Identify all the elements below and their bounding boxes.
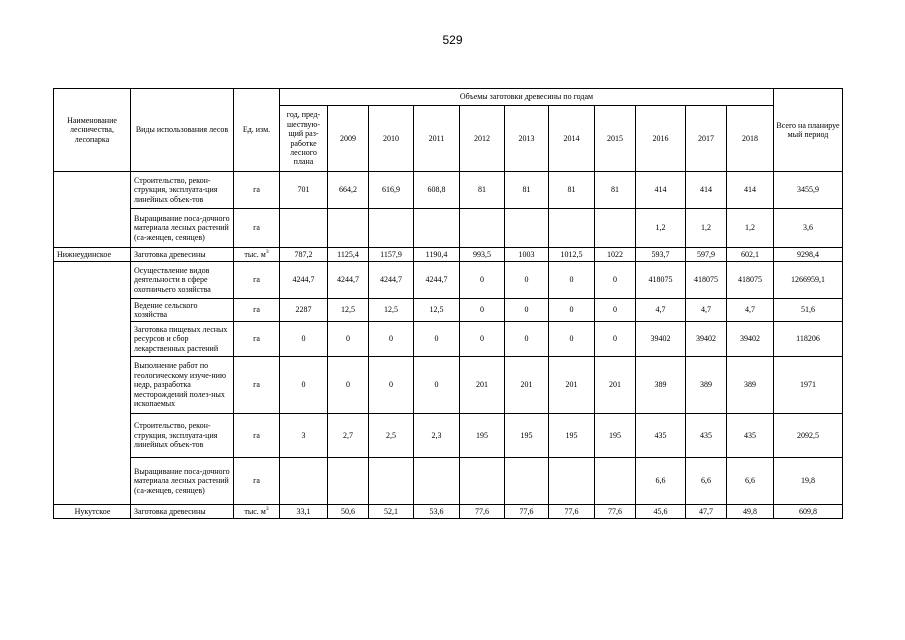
value-cell: 0	[549, 322, 595, 357]
value-cell: 787,2	[280, 248, 328, 262]
value-cell: 4244,7	[328, 262, 369, 299]
value-cell: 77,6	[505, 505, 549, 519]
value-cell: 201	[460, 357, 505, 414]
value-cell: 597,9	[686, 248, 727, 262]
value-cell: 0	[505, 262, 549, 299]
value-cell	[369, 458, 414, 505]
unit-cell	[234, 262, 280, 299]
forestry-cell	[54, 357, 131, 414]
table-row	[54, 248, 843, 262]
header-year: 2009	[328, 106, 369, 172]
value-cell: 1971	[774, 357, 843, 414]
value-cell: 0	[369, 357, 414, 414]
value-cell: 19,8	[774, 458, 843, 505]
value-cell: 3	[280, 414, 328, 458]
forestry-cell	[54, 414, 131, 458]
header-year: 2014	[549, 106, 595, 172]
value-cell: 616,9	[369, 172, 414, 209]
unit-text: тыс. м	[244, 249, 266, 259]
value-cell: 2,3	[414, 414, 460, 458]
value-cell: 0	[460, 262, 505, 299]
unit-text: га	[253, 380, 260, 390]
value-cell: 51,6	[774, 299, 843, 322]
value-cell: 993,5	[460, 248, 505, 262]
value-cell: 435	[727, 414, 774, 458]
value-cell: 77,6	[549, 505, 595, 519]
value-cell: 77,6	[595, 505, 636, 519]
value-cell: 0	[595, 322, 636, 357]
header-volumes-title: Объемы заготовки древесины по годам	[280, 89, 774, 106]
unit-text: га	[253, 275, 260, 285]
activity-cell: Заготовка древесины	[131, 505, 234, 519]
value-cell: 0	[505, 299, 549, 322]
value-cell: 47,7	[686, 505, 727, 519]
forestry-cell	[54, 322, 131, 357]
value-cell: 201	[595, 357, 636, 414]
value-cell: 389	[686, 357, 727, 414]
value-cell	[505, 458, 549, 505]
unit-cell	[234, 172, 280, 209]
value-cell: 4244,7	[414, 262, 460, 299]
value-cell: 6,6	[686, 458, 727, 505]
header-year: 2015	[595, 106, 636, 172]
value-cell: 45,6	[636, 505, 686, 519]
timber-harvest-table	[53, 88, 843, 519]
value-cell: 12,5	[414, 299, 460, 322]
value-cell: 39402	[686, 322, 727, 357]
value-cell: 201	[505, 357, 549, 414]
header-year: 2011	[414, 106, 460, 172]
value-cell: 414	[727, 172, 774, 209]
value-cell: 77,6	[460, 505, 505, 519]
value-cell: 4244,7	[369, 262, 414, 299]
activity-cell: Осуществление видов деятельности в сфере охотничьего хозяйства	[131, 262, 234, 299]
table-row	[54, 458, 843, 505]
value-cell: 0	[549, 262, 595, 299]
value-cell: 0	[414, 357, 460, 414]
value-cell: 389	[727, 357, 774, 414]
header-unit: Ед. изм.	[234, 89, 280, 172]
header-total: Всего на планируе мый период	[774, 89, 843, 172]
header-activity: Виды использования лесов	[131, 89, 234, 172]
unit-cell	[234, 505, 280, 519]
value-cell: 201	[549, 357, 595, 414]
value-cell: 701	[280, 172, 328, 209]
table-row	[54, 505, 843, 519]
table-row	[54, 262, 843, 299]
header-row-1	[54, 89, 843, 106]
value-cell: 2287	[280, 299, 328, 322]
forestry-cell	[54, 299, 131, 322]
table-row	[54, 172, 843, 209]
value-cell: 608,8	[414, 172, 460, 209]
header-year: 2010	[369, 106, 414, 172]
table-body	[54, 172, 843, 519]
value-cell: 1012,5	[549, 248, 595, 262]
value-cell: 1,2	[686, 209, 727, 248]
value-cell: 81	[460, 172, 505, 209]
value-cell: 39402	[636, 322, 686, 357]
value-cell: 6,6	[636, 458, 686, 505]
value-cell: 0	[328, 322, 369, 357]
activity-cell: Заготовка пищевых лесных ресурсов и сбор лекарственных растений	[131, 322, 234, 357]
value-cell: 0	[505, 322, 549, 357]
header-year: 2018	[727, 106, 774, 172]
value-cell: 0	[460, 299, 505, 322]
unit-cell	[234, 414, 280, 458]
value-cell: 50,6	[328, 505, 369, 519]
value-cell: 81	[549, 172, 595, 209]
value-cell: 0	[280, 357, 328, 414]
value-cell: 39402	[727, 322, 774, 357]
value-cell	[595, 209, 636, 248]
value-cell: 6,6	[727, 458, 774, 505]
value-cell: 0	[369, 322, 414, 357]
value-cell: 418075	[686, 262, 727, 299]
unit-superscript: 3	[265, 505, 269, 512]
unit-cell	[234, 209, 280, 248]
value-cell: 195	[460, 414, 505, 458]
value-cell: 0	[414, 322, 460, 357]
activity-cell: Заготовка древесины	[131, 248, 234, 262]
header-year: 2012	[460, 106, 505, 172]
value-cell: 0	[595, 299, 636, 322]
value-cell: 4,7	[636, 299, 686, 322]
table-row	[54, 414, 843, 458]
value-cell: 53,6	[414, 505, 460, 519]
header-year: 2017	[686, 106, 727, 172]
activity-cell: Выполнение работ по геологическому изуче-нию недр, разработка месторождений полез-ных ископаемых	[131, 357, 234, 414]
value-cell: 418075	[727, 262, 774, 299]
value-cell: 414	[686, 172, 727, 209]
value-cell: 2,5	[369, 414, 414, 458]
value-cell: 49,8	[727, 505, 774, 519]
value-cell: 195	[505, 414, 549, 458]
value-cell: 33,1	[280, 505, 328, 519]
forestry-cell	[54, 262, 131, 299]
unit-superscript: 3	[265, 248, 269, 255]
value-cell: 389	[636, 357, 686, 414]
value-cell: 609,8	[774, 505, 843, 519]
header-prev-plan-year: год, пред-шествую-щий раз-работке лесного плана	[280, 106, 328, 172]
page-number: 529	[442, 33, 463, 47]
value-cell: 1125,4	[328, 248, 369, 262]
value-cell: 52,1	[369, 505, 414, 519]
value-cell: 435	[636, 414, 686, 458]
value-cell: 1157,9	[369, 248, 414, 262]
value-cell	[280, 209, 328, 248]
unit-text: га	[253, 430, 260, 440]
value-cell: 0	[595, 262, 636, 299]
value-cell	[549, 209, 595, 248]
header-year: 2016	[636, 106, 686, 172]
value-cell	[549, 458, 595, 505]
unit-text: га	[253, 185, 260, 195]
value-cell: 593,7	[636, 248, 686, 262]
unit-cell	[234, 299, 280, 322]
value-cell	[280, 458, 328, 505]
value-cell: 1,2	[727, 209, 774, 248]
value-cell	[414, 458, 460, 505]
unit-text: га	[253, 334, 260, 344]
value-cell: 195	[595, 414, 636, 458]
value-cell: 12,5	[328, 299, 369, 322]
unit-cell	[234, 248, 280, 262]
forestry-cell: Нижнеудинское	[54, 248, 131, 262]
value-cell: 12,5	[369, 299, 414, 322]
unit-text: га	[253, 476, 260, 486]
value-cell: 118206	[774, 322, 843, 357]
value-cell: 1003	[505, 248, 549, 262]
value-cell: 1022	[595, 248, 636, 262]
value-cell	[505, 209, 549, 248]
unit-text: тыс. м	[244, 506, 266, 516]
unit-cell	[234, 322, 280, 357]
value-cell: 414	[636, 172, 686, 209]
forestry-cell	[54, 458, 131, 505]
forestry-cell	[54, 209, 131, 248]
value-cell: 3455,9	[774, 172, 843, 209]
value-cell: 4244,7	[280, 262, 328, 299]
table-row	[54, 299, 843, 322]
value-cell: 2,7	[328, 414, 369, 458]
value-cell: 1190,4	[414, 248, 460, 262]
value-cell: 1,2	[636, 209, 686, 248]
table-row	[54, 209, 843, 248]
table-row	[54, 322, 843, 357]
unit-text: га	[253, 305, 260, 315]
forestry-cell: Нукутское	[54, 505, 131, 519]
value-cell	[460, 458, 505, 505]
header-year: 2013	[505, 106, 549, 172]
table-row	[54, 357, 843, 414]
value-cell	[328, 209, 369, 248]
unit-cell	[234, 458, 280, 505]
value-cell: 4,7	[686, 299, 727, 322]
value-cell	[328, 458, 369, 505]
value-cell: 195	[549, 414, 595, 458]
value-cell: 81	[595, 172, 636, 209]
value-cell: 418075	[636, 262, 686, 299]
value-cell: 81	[505, 172, 549, 209]
unit-text: га	[253, 223, 260, 233]
value-cell	[369, 209, 414, 248]
value-cell: 0	[280, 322, 328, 357]
value-cell: 664,2	[328, 172, 369, 209]
unit-cell	[234, 357, 280, 414]
activity-cell: Строительство, рекон-струкция, эксплуата-ция линейных объек-тов	[131, 172, 234, 209]
value-cell: 2092,5	[774, 414, 843, 458]
value-cell: 0	[328, 357, 369, 414]
value-cell: 4,7	[727, 299, 774, 322]
activity-cell: Ведение сельского хозяйства	[131, 299, 234, 322]
value-cell: 0	[460, 322, 505, 357]
value-cell	[414, 209, 460, 248]
value-cell: 9298,4	[774, 248, 843, 262]
value-cell: 1266959,1	[774, 262, 843, 299]
activity-cell: Строительство, рекон-струкция, эксплуата-ция линейных объек-тов	[131, 414, 234, 458]
forestry-cell	[54, 172, 131, 209]
header-forestry-name: Наименование лесничества, лесопарка	[54, 89, 131, 172]
value-cell	[460, 209, 505, 248]
value-cell: 602,1	[727, 248, 774, 262]
value-cell	[595, 458, 636, 505]
activity-cell: Выращивание поса-дочного материала лесных растений (са-женцев, сеянцев)	[131, 458, 234, 505]
activity-cell: Выращивание поса-дочного материала лесных растений (са-женцев, сеянцев)	[131, 209, 234, 248]
value-cell: 3,6	[774, 209, 843, 248]
value-cell: 435	[686, 414, 727, 458]
value-cell: 0	[549, 299, 595, 322]
